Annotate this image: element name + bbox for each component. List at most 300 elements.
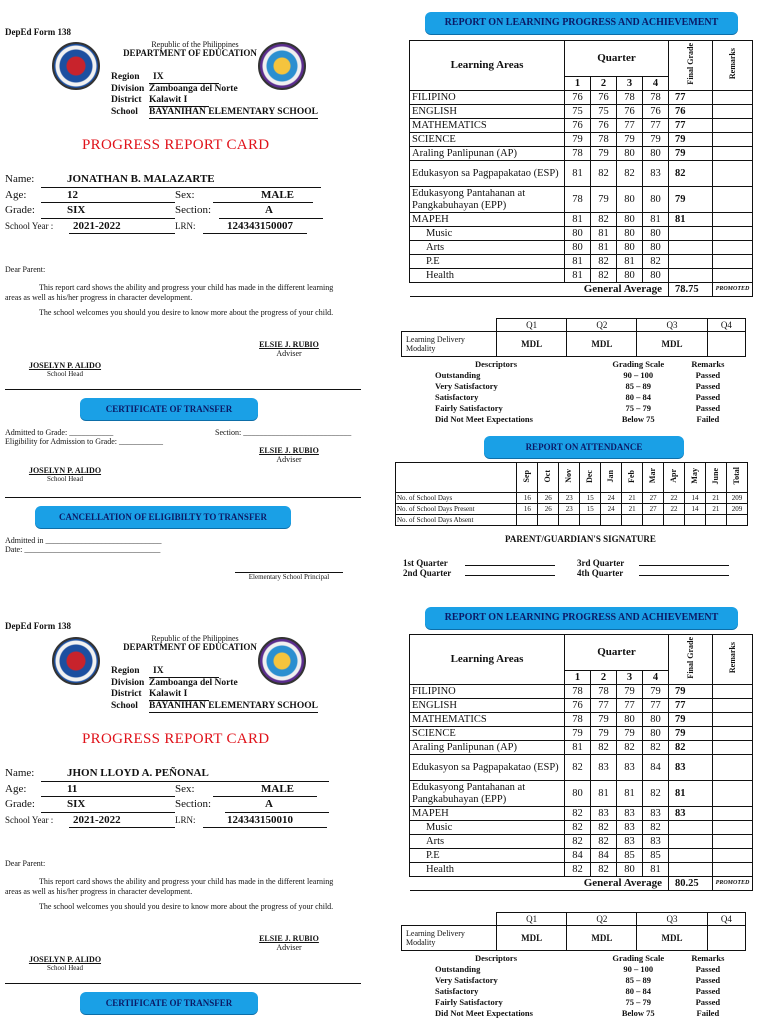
subject-name: Edukasyong Pantahanan at Pangkabuhayan (EPP) [410,781,565,807]
remarks-cell [713,133,753,147]
table-row [410,727,753,741]
final-grade: 79 [669,713,713,727]
month-header: Total [726,463,747,493]
quarter-grade: 78 [565,147,591,161]
quarter-grade: 82 [591,741,617,755]
final-grade: 83 [669,755,713,781]
quarter-grade: 82 [643,781,669,807]
quarter-grade: 80 [643,269,669,283]
table-row [410,161,753,187]
descriptor-cell: Outstanding [435,964,481,974]
subject-name: MAPEH [410,807,565,821]
quarter-grade: 77 [591,699,617,713]
final-grade [669,241,713,255]
report-title-2: REPORT ON LEARNING PROGRESS AND ACHIEVEMENT [425,607,738,629]
descriptor-cell: Failed [696,1008,720,1018]
attendance-value: 27 [643,504,664,515]
remarks-cell [713,821,753,835]
quarter-grade: 81 [617,781,643,807]
month-header: Apr [664,463,685,493]
attendance-value: 21 [622,504,643,515]
quarter-grade: 79 [643,133,669,147]
quarter-grade: 81 [565,255,591,269]
remarks-cell [713,685,753,699]
remarks-cell [713,105,753,119]
quarter-grade: 80 [617,213,643,227]
transfer-section: Section: ___________________________ [215,428,352,437]
final-grade [669,835,713,849]
quarter-grade: 78 [617,91,643,105]
attendance-value: 24 [601,504,622,515]
quarter-grade: 82 [565,755,591,781]
table-row [410,863,753,877]
month-header: Nov [559,463,580,493]
subject-name: Music [410,821,565,835]
adviser-block-1: ELSIE J. RUBIO Adviser [259,340,319,358]
subject-name: MATHEMATICS [410,713,565,727]
subject-name: MATHEMATICS [410,119,565,133]
quarter-grade: 76 [565,119,591,133]
attendance-value: 21 [622,493,643,504]
quarter-grade: 82 [643,821,669,835]
attendance-label: No. of School Days Absent [396,515,517,526]
head-block-1: JOSELYN P. ALIDO School Head [28,361,102,378]
descriptor-cell: Passed [695,381,721,391]
signature-lines: 1st Quarter 3rd Quarter 2nd Quarter 4th Quarter [403,558,729,578]
quarter-grade: 83 [591,807,617,821]
quarter-grade: 81 [591,241,617,255]
month-header: Oct [538,463,559,493]
quarter-grade: 82 [565,835,591,849]
subject-name: MAPEH [410,213,565,227]
quarter-grade: 81 [643,863,669,877]
attendance-row [396,493,748,504]
subject-name: ENGLISH [410,699,565,713]
quarter-grade: 85 [617,849,643,863]
final-grade [669,269,713,283]
final-grade: 76 [669,105,713,119]
quarter-grade: 79 [617,133,643,147]
subject-name: ENGLISH [410,105,565,119]
table-row [410,91,753,105]
attendance-table [395,462,748,526]
quarter-grade: 85 [643,849,669,863]
attendance-value [726,515,747,526]
attendance-value: 23 [559,504,580,515]
descriptor-cell: 80 – 84 [625,986,652,996]
descriptor-cell: 80 – 84 [625,392,652,402]
quarter-grade: 78 [591,685,617,699]
student-info-1: Name: JONATHAN B. MALAZARTE Age: 12 Sex: MALE Grade: SIX Section: A School Year : 2021-2022 LRN: 124343150007 [5,172,335,234]
subject-name: Arts [410,835,565,849]
attendance-value [538,515,559,526]
student-info-2: Name: JHON LLOYD A. PEÑONAL Age: 11 Sex: MALE Grade: SIX Section: A School Year : 2021-2022 LRN: 124343150010 [5,766,335,828]
divider [5,389,361,390]
table-row [410,133,753,147]
descriptor-cell: Passed [695,975,721,985]
table-row [410,119,753,133]
modality-table-1: Q1 Q2 Q3 Q4 Learning Delivery Modality MDL MDL MDL [401,318,746,357]
subject-name: Edukasyong Pantahanan at Pangkabuhayan (EPP) [410,187,565,213]
subject-name: SCIENCE [410,727,565,741]
department-text: DEPARTMENT OF EDUCATION [123,642,257,652]
report-title-1: REPORT ON LEARNING PROGRESS AND ACHIEVEMENT [425,12,738,34]
principal-signature: Elementary School Principal [235,572,343,581]
subject-name: SCIENCE [410,133,565,147]
descriptor-cell: Very Satisfactory [435,381,498,391]
quarter-grade: 82 [643,741,669,755]
final-grade: 79 [669,727,713,741]
quarter-grade: 76 [565,91,591,105]
table-row [410,685,753,699]
quarter-grade: 80 [643,147,669,161]
descriptor-cell: 75 – 79 [625,997,652,1007]
quarter-grade: 80 [643,713,669,727]
descriptor-row [435,975,735,986]
form-label: DepEd Form 138 [5,27,71,37]
quarter-grade: 77 [643,119,669,133]
grades-table-2: Learning Areas Quarter Final Grade Remarks 1 2 3 4 FILIPINO 78 78 79 79 79 ENGLISH 76 77 77 77 77 MATHEMATICS 78 79 80 80 79 SCIENCE 79 79 79 80 79 Araling Panlipunan (AP) 81 82 82 82 82 Edukasyon sa Pagpapakatao (ESP) 82 83 83 84 83 Edukasyong Pantahanan at Pangkabuhayan (EPP) 80 81 81 82 81 MAPEH 82 83 83 83 83 Music 82 82 83 82 Arts 82 82 83 83 P.E 84 84 85 85 Health 82 82 80 81 General Average 80.25 PROMOTED [409,634,753,891]
final-grade: 79 [669,147,713,161]
descriptor-cell: Did Not Meet Expectations [435,1008,533,1018]
quarter-grade: 80 [617,713,643,727]
quarter-grade: 79 [617,685,643,699]
quarter-grade: 81 [617,255,643,269]
quarter-grade: 81 [565,213,591,227]
remarks-cell [713,835,753,849]
parent-letter-2: Dear Parent: This report card shows the ability and progress your child has made in the different learning areas as well as his/her progress in character development. The school welcomes you should you desire to know more about the progress of your child. [5,859,334,911]
quarter-grade: 80 [617,269,643,283]
descriptor-cell: 75 – 79 [625,403,652,413]
subject-name: Music [410,227,565,241]
quarter-grade: 79 [565,133,591,147]
month-header: June [705,463,726,493]
quarter-grade: 82 [591,835,617,849]
quarter-grade: 84 [565,849,591,863]
attendance-title: REPORT ON ATTENDANCE [484,436,684,458]
card-title: PROGRESS REPORT CARD [82,731,270,747]
table-row [410,227,753,241]
table-row [410,821,753,835]
cancellation-title: CANCELLATION OF ELIGIBILTY TO TRANSFER [35,506,291,528]
school-info: Region IX Division Zamboanga del Norte District Kalawit I School BAYANIHAN ELEMENTARY SCHOOL [111,72,318,117]
quarter-grade: 75 [591,105,617,119]
table-row [410,741,753,755]
remarks-cell [713,91,753,105]
subject-name: Health [410,863,565,877]
attendance-value [622,515,643,526]
final-grade: 79 [669,133,713,147]
attendance-value: 23 [559,493,580,504]
quarter-grade: 83 [617,755,643,781]
descriptor-cell: 85 – 89 [625,975,652,985]
descriptor-row [435,414,735,425]
final-grade [669,863,713,877]
adviser-block-3: ELSIE J. RUBIO Adviser [259,934,319,952]
quarter-grade: 82 [565,863,591,877]
table-row [410,699,753,713]
quarter-grade: 76 [591,91,617,105]
descriptor-cell: Passed [695,392,721,402]
attendance-value: 26 [538,493,559,504]
remarks-cell [713,227,753,241]
attendance-value: 16 [517,493,538,504]
descriptor-cell: Below 75 [621,1008,655,1018]
quarter-grade: 82 [591,269,617,283]
quarter-grade: 76 [617,105,643,119]
remarks-cell [713,269,753,283]
subject-name: Araling Panlipunan (AP) [410,147,565,161]
quarter-grade: 78 [565,713,591,727]
quarter-grade: 81 [591,227,617,241]
cancellation-admitted: Admitted in _____________________________ [5,536,162,545]
attendance-value [580,515,601,526]
quarter-grade: 76 [643,105,669,119]
table-row [410,105,753,119]
table-row [410,269,753,283]
remarks-cell [713,755,753,781]
quarter-grade: 77 [617,119,643,133]
attendance-value [601,515,622,526]
descriptor-cell: Satisfactory [435,392,479,402]
subject-name: FILIPINO [410,685,565,699]
attendance-row [396,515,748,526]
descriptor-cell: 90 – 100 [623,964,654,974]
attendance-value [517,515,538,526]
promoted-remark: PROMOTED [713,877,753,891]
remarks-cell [713,213,753,227]
remarks-cell [713,699,753,713]
quarter-grade: 81 [643,213,669,227]
school-info: Region IX Division Zamboanga del Norte District Kalawit I School BAYANIHAN ELEMENTARY SCHOOL [111,666,318,711]
attendance-value: 209 [726,493,747,504]
parent-letter-1: Dear Parent: This report card shows the ability and progress your child has made in the different learning areas as well as his/her progress in character development. The school welcomes you should you desire to know more about the progress of your child. [5,265,334,317]
attendance-value: 15 [580,493,601,504]
descriptor-cell: Very Satisfactory [435,975,498,985]
quarter-grade: 82 [617,161,643,187]
remarks-cell [713,741,753,755]
quarter-grade: 80 [617,147,643,161]
quarter-grade: 80 [617,241,643,255]
quarter-grade: 83 [643,807,669,821]
remarks-cell [713,161,753,187]
descriptor-row [435,370,735,381]
general-average-value: 78.75 [669,283,713,297]
month-header: May [685,463,706,493]
quarter-grade: 82 [565,807,591,821]
final-grade: 82 [669,161,713,187]
transfer-eligibility: Eligibility for Admission to Grade: ___________ [5,437,163,446]
descriptor-row [435,1008,735,1019]
final-grade: 77 [669,91,713,105]
month-header: Jan [601,463,622,493]
quarter-grade: 83 [617,821,643,835]
quarter-grade: 80 [565,781,591,807]
descriptors-table-2: Descriptors Grading Scale Remarks Outstanding 90 – 100 Passed Very Satisfactory 85 – 89 Passed Satisfactory 80 – 84 Passed Fairly Satisfactory 75 – 79 Passed Did Not Meet Expectations Below 75 Failed [435,953,735,1019]
head-block-2: JOSELYN P. ALIDO School Head [28,466,102,483]
quarter-grade: 79 [565,727,591,741]
descriptor-cell: Fairly Satisfactory [435,403,503,413]
quarter-grade: 80 [643,241,669,255]
department-text: DEPARTMENT OF EDUCATION [123,48,257,58]
modality-table-2: Q1 Q2 Q3 Q4 Learning Delivery Modality MDL MDL MDL [401,912,746,951]
final-grade: 77 [669,699,713,713]
descriptor-cell: Fairly Satisfactory [435,997,503,1007]
attendance-value: 14 [685,493,706,504]
descriptor-cell: Failed [696,414,720,424]
table-row [410,147,753,161]
quarter-grade: 80 [617,863,643,877]
head-block-3: JOSELYN P. ALIDO School Head [28,955,102,972]
grades-table-1: Learning Areas Quarter Final Grade Remarks 1 2 3 4 FILIPINO 76 76 78 78 77 ENGLISH 75 75 76 76 76 MATHEMATICS 76 76 77 77 77 SCIENCE 79 78 79 79 79 Araling Panlipunan (AP) 78 79 80 80 79 Edukasyon sa Pagpapakatao (ESP) 81 82 82 83 82 Edukasyong Pantahanan at Pangkabuhayan (EPP) 78 79 80 80 79 MAPEH 81 82 80 81 81 Music 80 81 80 80 Arts 80 81 80 80 P.E 81 82 81 82 Health 81 82 80 80 General Average 78.75 PROMOTED [409,40,753,297]
transfer-title: CERTIFICATE OF TRANSFER [80,398,258,420]
quarter-grade: 82 [591,821,617,835]
quarter-grade: 81 [565,269,591,283]
descriptor-cell: Passed [695,997,721,1007]
attendance-value [664,515,685,526]
quarter-grade: 78 [643,91,669,105]
form-label: DepEd Form 138 [5,621,71,631]
quarter-grade: 80 [617,227,643,241]
final-grade: 82 [669,741,713,755]
final-grade [669,849,713,863]
attendance-value: 27 [643,493,664,504]
subject-name: Araling Panlipunan (AP) [410,741,565,755]
quarter-grade: 79 [591,727,617,741]
quarter-grade: 81 [565,741,591,755]
quarter-grade: 83 [591,755,617,781]
quarter-grade: 84 [643,755,669,781]
remarks-cell [713,147,753,161]
transfer-admitted: Admitted to Grade: ___________ [5,428,114,437]
month-header: Mar [643,463,664,493]
remarks-cell [713,241,753,255]
descriptor-row [435,964,735,975]
attendance-value: 21 [705,493,726,504]
final-grade [669,821,713,835]
quarter-grade: 80 [617,187,643,213]
quarter-grade: 83 [643,161,669,187]
quarter-grade: 79 [591,187,617,213]
attendance-value: 14 [685,504,706,515]
attendance-label: No. of School Days Present [396,504,517,515]
quarter-grade: 79 [591,147,617,161]
attendance-value: 26 [538,504,559,515]
quarter-grade: 80 [565,241,591,255]
general-average-value: 80.25 [669,877,713,891]
remarks-cell [713,255,753,269]
quarter-grade: 81 [591,781,617,807]
remarks-cell [713,187,753,213]
attendance-value: 21 [705,504,726,515]
quarter-grade: 82 [565,821,591,835]
quarter-grade: 82 [643,255,669,269]
subject-name: Arts [410,241,565,255]
attendance-value: 209 [726,504,747,515]
signature-title: PARENT/GUARDIAN'S SIGNATURE [505,534,656,544]
descriptor-cell: Outstanding [435,370,481,380]
quarter-grade: 78 [565,685,591,699]
final-grade [669,227,713,241]
remarks-cell [713,727,753,741]
quarter-grade: 79 [643,685,669,699]
remarks-cell [713,713,753,727]
quarter-grade: 83 [617,807,643,821]
deped-seal-icon [52,637,100,685]
subject-name: Health [410,269,565,283]
attendance-value: 16 [517,504,538,515]
divider [5,497,361,498]
attendance-row [396,504,748,515]
quarter-grade: 82 [591,863,617,877]
remarks-cell [713,863,753,877]
descriptor-cell: Satisfactory [435,986,479,996]
table-row [410,835,753,849]
attendance-value [705,515,726,526]
subject-name: P.E [410,255,565,269]
descriptor-row [435,392,735,403]
descriptor-cell: Below 75 [621,414,655,424]
quarter-grade: 80 [643,727,669,741]
descriptor-cell: 85 – 89 [625,381,652,391]
quarter-grade: 81 [565,161,591,187]
attendance-value: 15 [580,504,601,515]
table-row [410,241,753,255]
remarks-cell [713,781,753,807]
quarter-grade: 75 [565,105,591,119]
descriptor-row [435,997,735,1008]
attendance-value: 22 [664,493,685,504]
quarter-grade: 79 [591,713,617,727]
table-row [410,187,753,213]
final-grade: 83 [669,807,713,821]
table-row [410,213,753,227]
attendance-value [643,515,664,526]
divider [5,983,361,984]
cancellation-date: Date: __________________________________ [5,545,161,554]
final-grade [669,255,713,269]
quarter-grade: 78 [565,187,591,213]
quarter-grade: 79 [617,727,643,741]
final-grade: 81 [669,781,713,807]
table-row [410,755,753,781]
quarter-grade: 80 [643,187,669,213]
quarter-grade: 77 [617,699,643,713]
remarks-cell [713,119,753,133]
quarter-grade: 83 [617,835,643,849]
attendance-value: 24 [601,493,622,504]
subject-name: Edukasyon sa Pagpapakatao (ESP) [410,161,565,187]
final-grade: 81 [669,213,713,227]
descriptors-table-1: Descriptors Grading Scale Remarks Outstanding 90 – 100 Passed Very Satisfactory 85 – 89 Passed Satisfactory 80 – 84 Passed Fairly Satisfactory 75 – 79 Passed Did Not Meet Expectations Below 75 Failed [435,359,735,425]
table-row [410,255,753,269]
attendance-value: 22 [664,504,685,515]
descriptor-cell: Passed [695,986,721,996]
subject-name: FILIPINO [410,91,565,105]
table-row [410,713,753,727]
final-grade: 79 [669,685,713,699]
subject-name: P.E [410,849,565,863]
quarter-grade: 77 [643,699,669,713]
quarter-grade: 84 [591,849,617,863]
table-row [410,849,753,863]
quarter-grade: 76 [591,119,617,133]
final-grade: 79 [669,187,713,213]
republic-text: Republic of the Philippines [151,40,239,49]
month-header: Sep [517,463,538,493]
republic-text: Republic of the Philippines [151,634,239,643]
final-grade: 77 [669,119,713,133]
